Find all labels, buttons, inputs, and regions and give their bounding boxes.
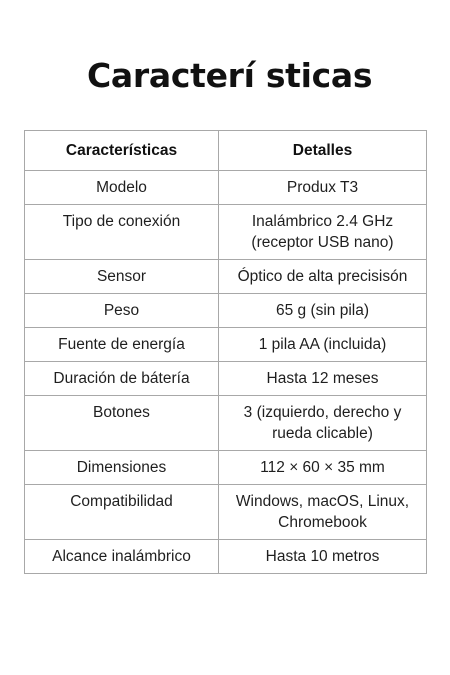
detail-cell: Produx T3 (219, 171, 427, 205)
column-header-features: Características (25, 131, 219, 171)
table-row (25, 260, 427, 294)
feature-cell: Peso (25, 294, 219, 328)
detail-cell: Hasta 12 meses (219, 362, 427, 396)
feature-cell: Sensor (25, 260, 219, 294)
table-row (25, 540, 427, 574)
detail-cell: Windows, macOS, Linux, Chromebook (219, 485, 427, 540)
column-header-details: Detalles (219, 131, 427, 171)
table-row (25, 362, 427, 396)
page-title: Caracterí sticas (87, 56, 373, 95)
table-row (25, 328, 427, 362)
feature-cell: Modelo (25, 171, 219, 205)
detail-cell: 112 × 60 × 35 mm (219, 451, 427, 485)
spec-table (24, 130, 427, 574)
feature-cell: Fuente de energía (25, 328, 219, 362)
feature-cell: Compatibilidad (25, 485, 219, 540)
detail-cell: Óptico de alta precisisón (219, 260, 427, 294)
table-row (25, 205, 427, 260)
feature-cell: Alcance inalámbrico (25, 540, 219, 574)
detail-cell: Inalámbrico 2.4 GHz (receptor USB nano) (219, 205, 427, 260)
detail-cell: 1 pila AA (incluida) (219, 328, 427, 362)
feature-cell: Botones (25, 396, 219, 451)
detail-cell: 65 g (sin pila) (219, 294, 427, 328)
table-row (25, 171, 427, 205)
detail-cell: 3 (izquierdo, derecho y rueda clicable) (219, 396, 427, 451)
detail-cell: Hasta 10 metros (219, 540, 427, 574)
feature-cell: Dimensiones (25, 451, 219, 485)
table-row (25, 294, 427, 328)
feature-cell: Tipo de conexión (25, 205, 219, 260)
table-header-row (25, 131, 427, 171)
feature-cell: Duración de bátería (25, 362, 219, 396)
table-row (25, 451, 427, 485)
table-row (25, 485, 427, 540)
table-row (25, 396, 427, 451)
